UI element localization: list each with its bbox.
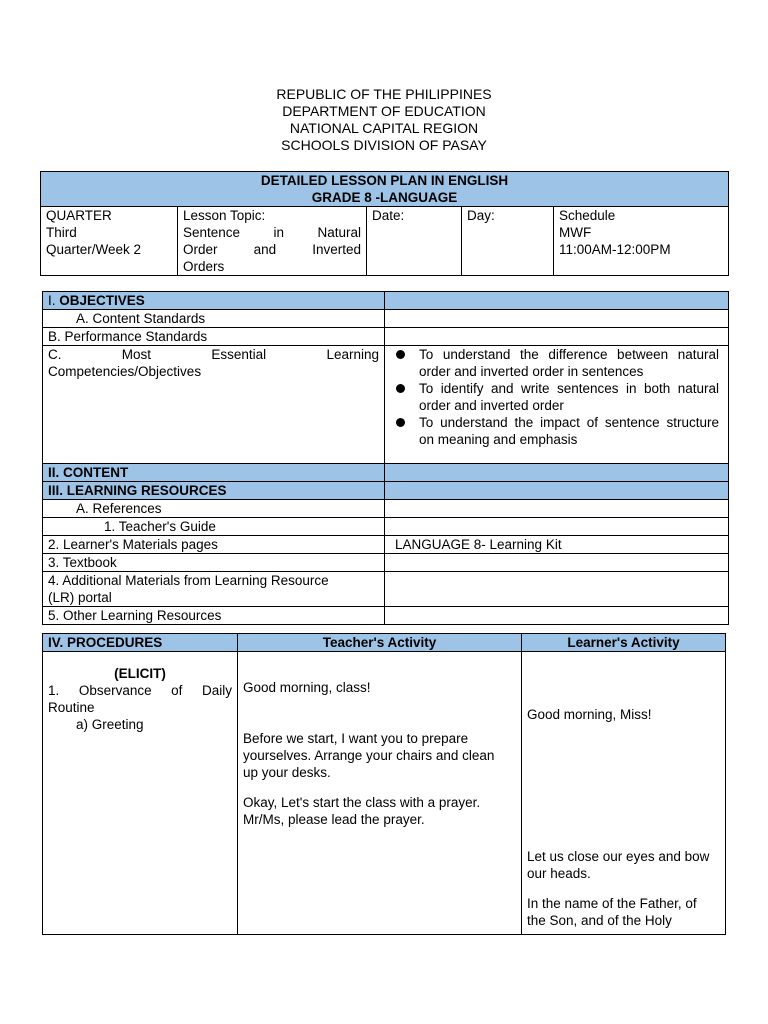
topic-line: Orders (183, 259, 225, 274)
schedule-label: Schedule (559, 208, 616, 223)
objectives-table (42, 291, 729, 625)
objectives-heading: I. OBJECTIVES (43, 292, 385, 310)
lesson-info-table (40, 171, 729, 276)
day-label: Day: (467, 208, 495, 223)
teacher-greeting: Good morning, class! (243, 680, 371, 695)
teachers-guide-label: 1. Teacher's Guide (43, 518, 385, 536)
learner-prayer: In the name of the Father, of the Son, and of the Holy (527, 896, 697, 928)
date-label: Date: (372, 208, 405, 223)
learners-materials-label: 2. Learner's Materials pages (43, 536, 385, 554)
references-label: A. References (43, 500, 385, 518)
procedure-step-cell (43, 652, 238, 935)
procedures-table (42, 633, 726, 935)
other-resources-label: 5. Other Learning Resources (43, 607, 385, 625)
date-cell (367, 207, 462, 276)
procedures-heading: IV. PROCEDURES (43, 634, 238, 652)
schedule-cell (554, 207, 729, 276)
plan-title: DETAILED LESSON PLAN IN ENGLISH (260, 173, 509, 188)
bullet-icon (396, 384, 405, 393)
routine-label-2: Routine (48, 700, 95, 715)
competencies-label: C. Most Essential Learning Competencies/Objectives (43, 346, 385, 464)
list-item: To understand the impact of sentence structure on meaning and emphasis (390, 414, 719, 448)
resources-heading: III. LEARNING RESOURCES (43, 482, 385, 500)
schedule-days: MWF (559, 225, 592, 240)
learner-greeting: Good morning, Miss! (527, 707, 652, 722)
teacher-activity-cell (238, 652, 522, 935)
routine-label: 1. Observance of Daily (48, 683, 232, 698)
header-line-region: NATIONAL CAPITAL REGION (289, 120, 479, 136)
bullet-icon (396, 350, 405, 359)
teacher-prepare: Before we start, I want you to prepare yourselves. Arrange your chairs and clean up your desks. (243, 731, 495, 780)
bullet-icon (396, 418, 405, 427)
quarter-value: Third (46, 225, 77, 240)
textbook-label: 3. Textbook (43, 554, 385, 572)
competencies-list (385, 346, 729, 464)
day-cell (462, 207, 554, 276)
additional-materials-label: 4. Additional Materials from Learning Resource (LR) portal (43, 572, 385, 607)
quarter-week: Quarter/Week 2 (46, 242, 142, 257)
header-line-division: SCHOOLS DIVISION OF PASAY (281, 137, 487, 153)
quarter-cell (41, 207, 178, 276)
document-header (0, 86, 768, 154)
learners-materials-value: LANGUAGE 8- Learning Kit (385, 536, 729, 554)
plan-title-cell (41, 172, 729, 207)
learner-activity-heading: Learner's Activity (522, 634, 726, 652)
schedule-time: 11:00AM-12:00PM (559, 242, 671, 257)
learner-close: Let us close our eyes and bow our heads. (527, 849, 710, 881)
content-standards-label: A. Content Standards (43, 310, 385, 328)
topic-line: Sentence in Natural (183, 225, 361, 240)
content-heading: II. CONTENT (43, 464, 385, 482)
quarter-label: QUARTER (46, 208, 112, 223)
teacher-activity-heading: Teacher's Activity (238, 634, 522, 652)
greeting-label: a) Greeting (76, 717, 144, 732)
list-item: To identify and write sentences in both natural order and inverted order (390, 380, 719, 414)
plan-grade: GRADE 8 -LANGUAGE (311, 190, 458, 205)
performance-standards-label: B. Performance Standards (43, 328, 385, 346)
list-item: To understand the difference between natural order and inverted order in sentences (390, 346, 719, 380)
teacher-prayer: Okay, Let's start the class with a prayer. Mr/Ms, please lead the prayer. (243, 795, 481, 827)
topic-label: Lesson Topic: (183, 208, 266, 223)
header-line-republic: REPUBLIC OF THE PHILIPPINES (276, 86, 492, 102)
topic-line: Order and Inverted (183, 242, 361, 257)
learner-activity-cell (522, 652, 726, 935)
elicit-label: (ELICIT) (114, 666, 166, 681)
header-line-department: DEPARTMENT OF EDUCATION (282, 103, 486, 119)
topic-cell (178, 207, 367, 276)
